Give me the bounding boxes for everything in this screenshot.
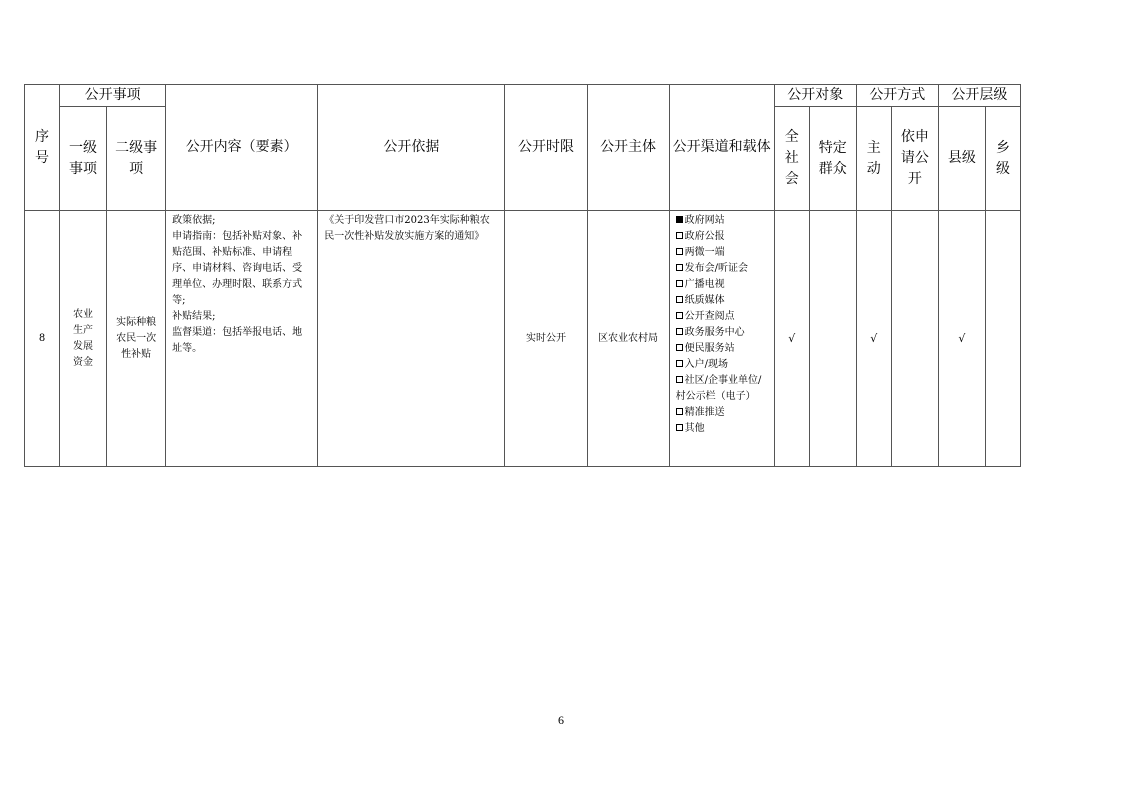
unchecked-box-icon [676,328,683,335]
row-method-request [891,211,938,467]
header-target-all: 全社会 [774,107,809,211]
header-target-group: 公开对象 [774,85,856,107]
content-line: 申请指南：包括补贴对象、补贴范围、补贴标准、申请程序、申请材料、咨询电话、受理单位、办理时限、联系方式等; [172,231,303,306]
channel-item: 纸质媒体 [676,293,768,309]
unchecked-box-icon [676,344,683,351]
page-number: 6 [558,713,564,727]
header-time-limit: 公开时限 [505,85,587,211]
table-row [25,211,1021,467]
content-line: 补贴结果; [172,311,216,322]
unchecked-box-icon [676,296,683,303]
row-level1: 农业生产发展资金 [60,211,107,467]
checked-box-icon [676,216,683,223]
channel-list [676,213,768,437]
header-seq: 序号 [25,85,60,211]
row-target-specific [809,211,856,467]
row-level2: 实际种粮农民一次性补贴 [107,211,166,467]
header-method-request: 依申请公开 [891,107,938,211]
header-level1: 一级事项 [60,107,107,211]
content-line: 监督渠道：包括举报电话、地址等。 [172,327,303,354]
header-level-township: 乡级 [985,107,1020,211]
header-method-group: 公开方式 [856,85,938,107]
row-channels [669,211,774,467]
header-level-county: 县级 [938,107,985,211]
unchecked-box-icon [676,264,683,271]
header-row-top [25,85,1021,107]
header-target-specific: 特定群众 [809,107,856,211]
unchecked-box-icon [676,312,683,319]
header-content: 公开内容（要素） [166,85,318,211]
row-content [166,211,318,467]
unchecked-box-icon [676,408,683,415]
header-channel: 公开渠道和载体 [669,85,774,211]
unchecked-box-icon [676,360,683,367]
channel-item: 便民服务站 [676,341,768,357]
channel-item: 政府公报 [676,229,768,245]
unchecked-box-icon [676,376,683,383]
unchecked-box-icon [676,280,683,287]
row-seq: 8 [25,211,60,467]
disclosure-table [24,84,1021,467]
channel-item: 社区/企事业单位/村公示栏（电子） [675,375,762,402]
header-level-group: 公开层级 [938,85,1020,107]
channel-item: 政府网站 [676,213,768,229]
header-subject: 公开主体 [587,85,669,211]
channel-item: 公开查阅点 [676,309,768,325]
unchecked-box-icon [676,248,683,255]
row-basis: 《关于印发营口市2023年实际种粮农民一次性补贴发放实施方案的通知》 [318,211,505,467]
channel-item: 入户/现场 [676,357,768,373]
row-time-limit: 实时公开 [505,211,587,467]
channel-item: 发布会/听证会 [676,261,768,277]
channel-item: 精准推送 [676,405,768,421]
unchecked-box-icon [676,424,683,431]
row-level-township [985,211,1020,467]
header-basis: 公开依据 [318,85,505,211]
unchecked-box-icon [676,232,683,239]
header-method-active: 主动 [856,107,891,211]
channel-item: 其他 [676,421,768,437]
channel-item: 两微一端 [676,245,768,261]
content-line: 政策依据; [172,215,216,226]
header-level2: 二级事项 [107,107,166,211]
row-target-all: √ [774,211,809,467]
channel-item: 广播电视 [676,277,768,293]
header-items-group: 公开事项 [60,85,166,107]
row-method-active: √ [856,211,891,467]
row-level-county: √ [938,211,985,467]
row-subject: 区农业农村局 [587,211,669,467]
channel-item: 政务服务中心 [676,325,768,341]
